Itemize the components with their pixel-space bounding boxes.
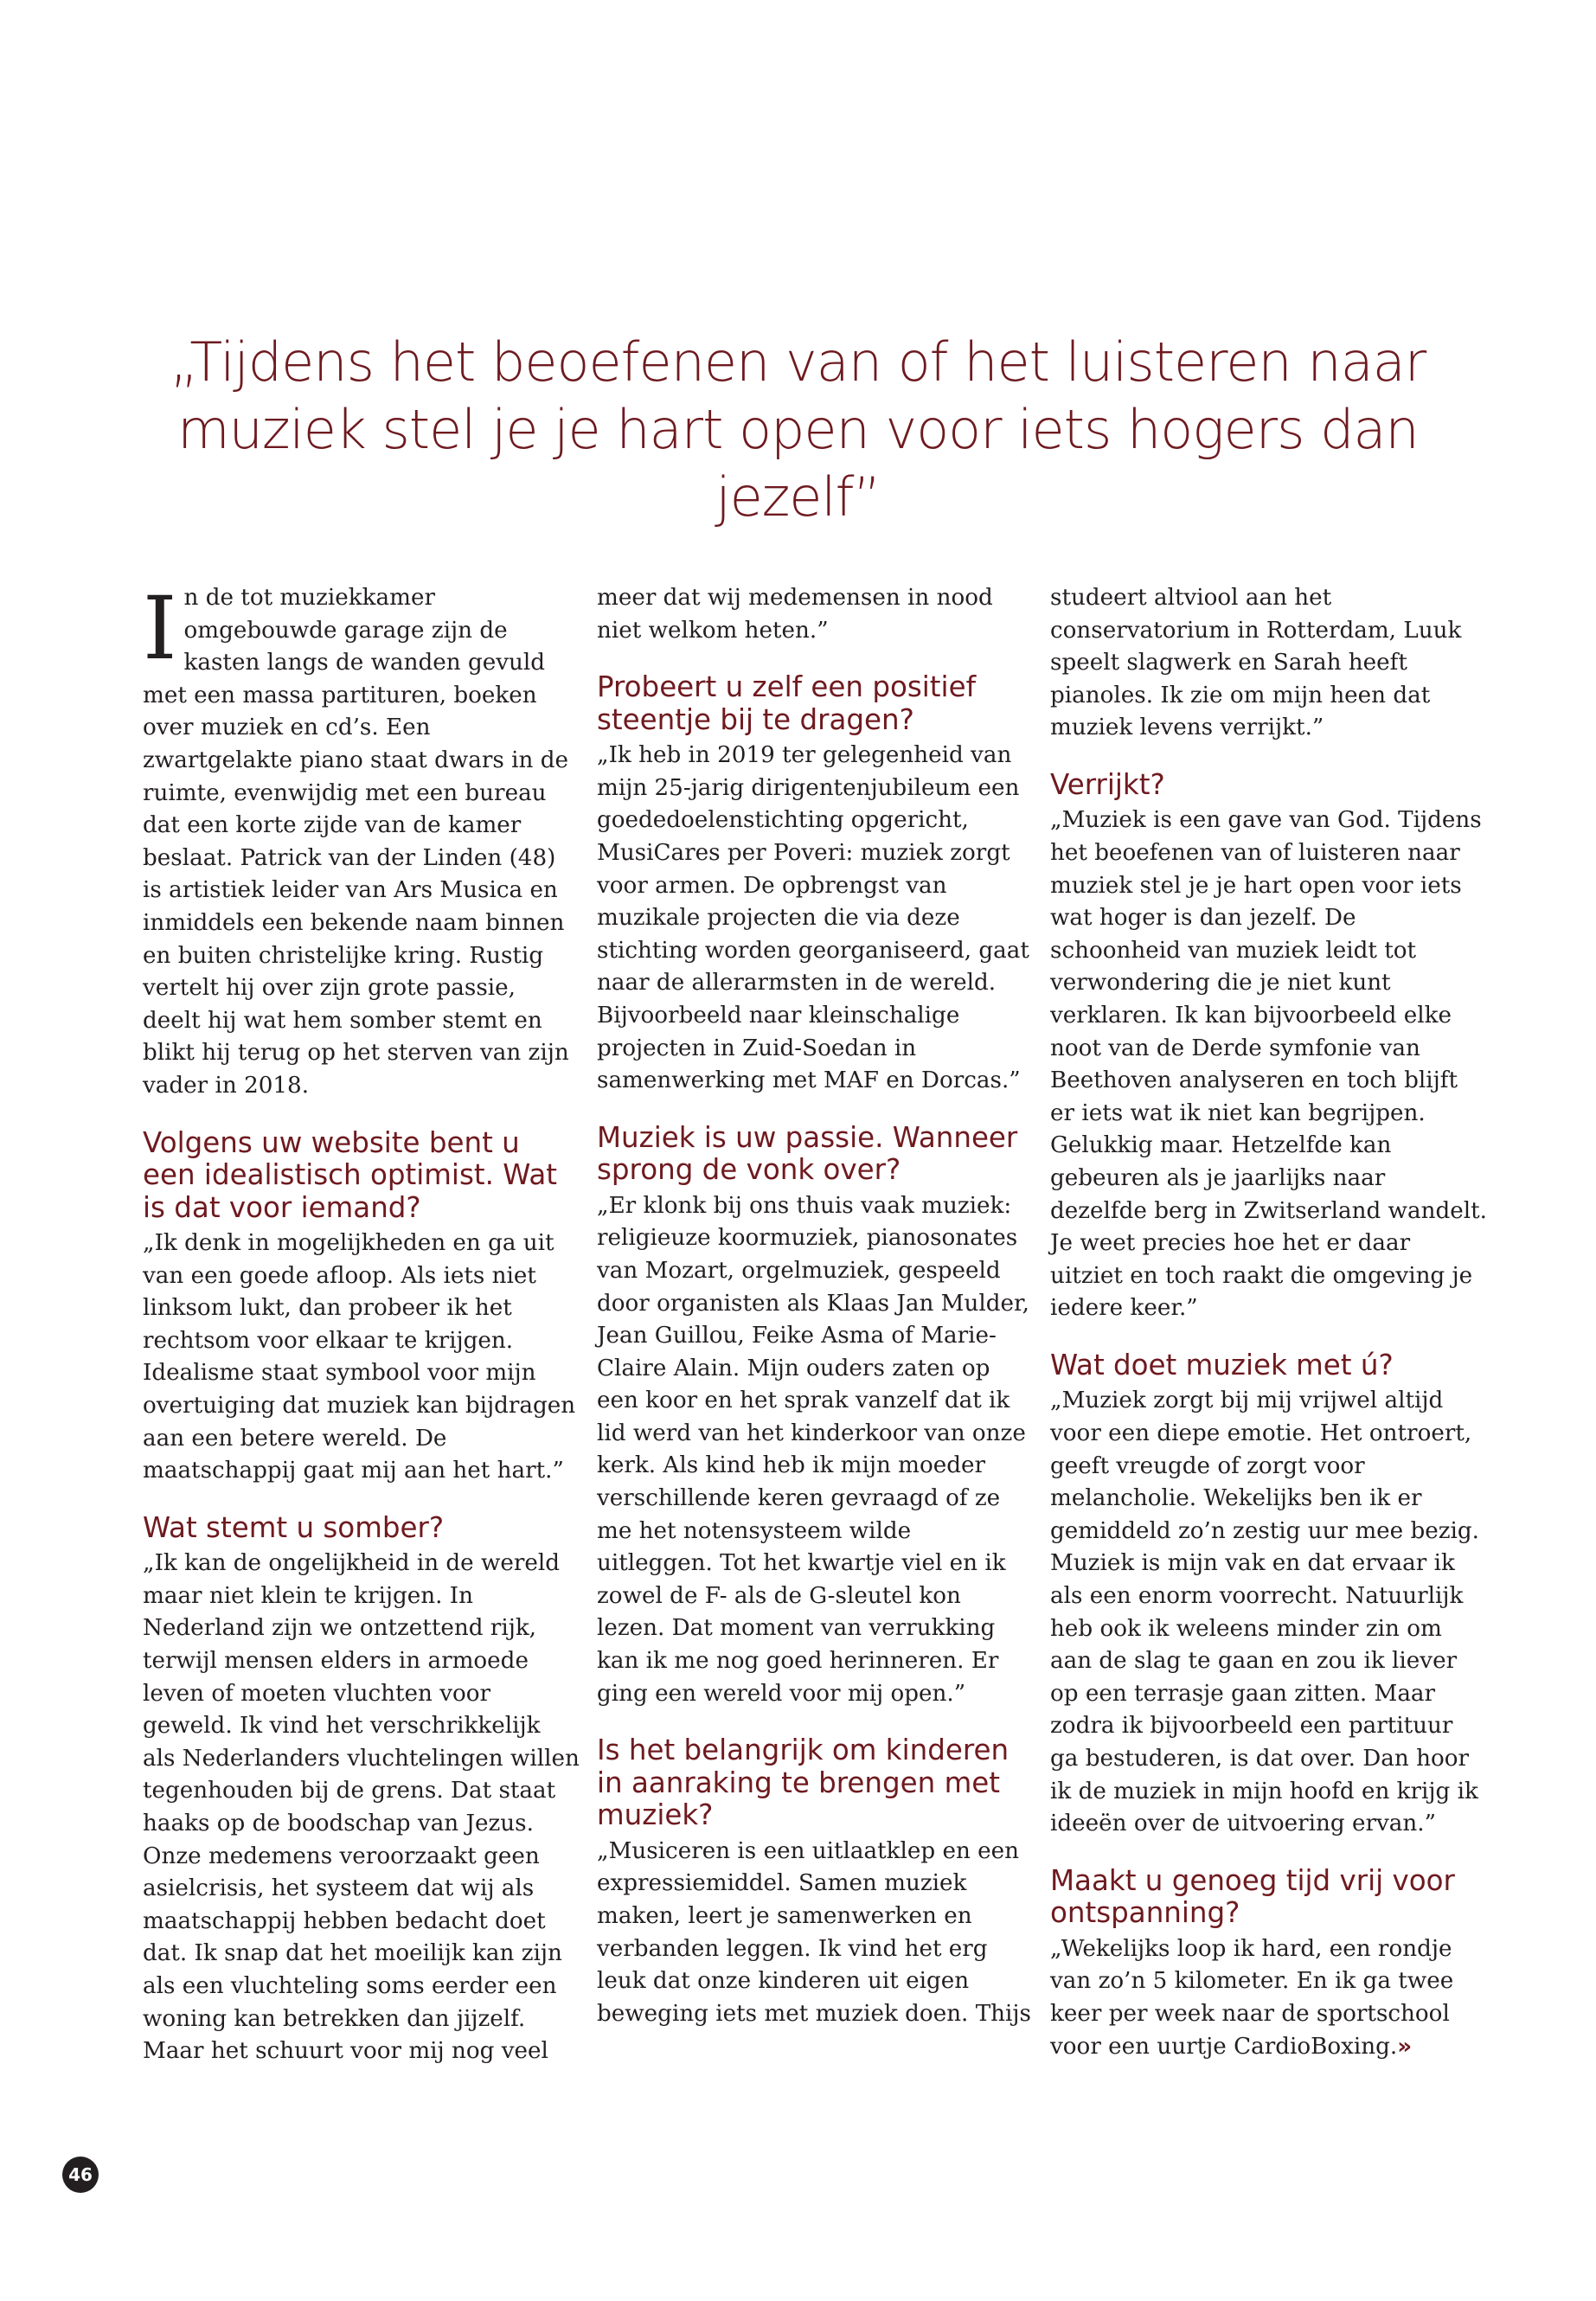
question-heading: Maakt u genoeg tijd vrij voor ontspanning? [1050, 1863, 1455, 1930]
question-heading: Volgens uw website bent u een idealistisch optimist. Wat is dat voor iemand? [143, 1125, 558, 1224]
pull-quote [130, 329, 1466, 531]
question-heading: Wat doet muziek met ú? [1050, 1348, 1394, 1381]
pull-quote-line-1: „Tijdens het beoefenen van of het luisteren naar [170, 330, 1426, 394]
article-column-2 [597, 582, 1034, 2030]
page-number: 46 [62, 2157, 99, 2193]
question-heading: Wat stemt u somber? [143, 1510, 445, 1544]
answer-paragraph: „Musiceren is een uitlaatklep en een expressiemiddel. Samen muziek maken, leert je samenwerken en verbanden leggen. Ik vind het erg leuk dat onze kinderen uit eigen beweging iets met muziek doen. Thijs [597, 1837, 1031, 2027]
article-column-3 [1050, 582, 1487, 2063]
answer-paragraph: studeert altviool aan het conservatorium in Rotterdam, Luuk speelt slagwerk en Sarah heeft pianoles. Ik zie om mijn heen dat muziek levens verrijkt.” [1050, 585, 1462, 741]
answer-paragraph [1050, 1933, 1487, 2063]
article-column-1 [143, 578, 580, 2068]
question-heading: Muziek is uw passie. Wanneer sprong de vonk over? [597, 1120, 1018, 1187]
intro-paragraph [143, 578, 580, 1103]
answer-paragraph: „Muziek is een gave van God. Tijdens het beoefenen van of luisteren naar muziek stel je je hart open voor iets wat hoger is dan jezelf. De schoonheid van muziek leidt tot verwondering die je niet kunt verklaren. Ik kan bijvoorbeeld elke noot van de Derde symfonie van Beethoven analyseren en toch blijft er iets wat ik niet kan begrijpen. Gelukkig maar. Hetzelfde kan gebeuren als je jaarlijks naar dezelfde berg in Zwitserland wandelt. Je weet precies hoe het er daar uitziet en toch raakt die omgeving je iedere keer.” [1050, 807, 1487, 1322]
drop-cap: I [143, 578, 177, 679]
question-heading: Verrijkt? [1050, 767, 1165, 801]
end-of-article-icon: » [1397, 2033, 1413, 2060]
intro-text: n de tot muziekkamer omgebouwde garage zijn de kasten langs de wanden gevuld met een massa partituren, boeken over muziek en cd’s. Een zwartgelakte piano staat dwars in de ruimte, evenwijdig met een bureau dat een korte zijde van de kamer beslaat. Patrick van der Linden (48) is artistiek leider van Ars Musica en inmiddels een bekende naam binnen en buiten christelijke kring. Rustig vertelt hij over zijn grote passie, deelt hij wat hem somber stemt en blikt hij terug op het sterven van zijn vader in 2018. [143, 585, 569, 1099]
answer-paragraph: „Muziek zorgt bij mij vrijwel altijd voor een diepe emotie. Het ontroert, geeft vreugde of zorgt voor melancholie. Wekelijks ben ik er gemiddeld zo’n zestig uur mee bezig. Muziek is mijn vak en dat ervaar ik als een enorm voorrecht. Natuurlijk heb ook ik weleens minder zin om aan de slag te gaan en zou ik liever op een terrasje gaan zitten. Maar zodra ik bijvoorbeeld een partituur ga bestuderen, is dat over. Dan hoor ik de muziek in mijn hoofd en krijg ik ideeën over de uitvoering ervan.” [1050, 1388, 1480, 1837]
final-answer-text: „Wekelijks loop ik hard, een rondje van zo’n 5 kilometer. En ik ga twee keer per week naar de sportschool voor een uurtje CardioBoxing. [1050, 1935, 1454, 2060]
question-heading: Is het belangrijk om kinderen in aanraking te brengen met muziek? [597, 1734, 1010, 1832]
answer-paragraph: „Ik kan de ongelijkheid in de wereld maar niet klein te krijgen. In Nederland zijn we ontzettend rijk, terwijl mensen elders in armoede leven of moeten vluchten voor geweld. Ik vind het verschrikkelijk als Nederlanders vluchtelingen willen tegenhouden bij de grens. Dat staat haaks op de boodschap van Jezus. Onze medemens veroorzaakt geen asielcrisis, het systeem dat wij als maatschappij hebben bedacht doet dat. Ik snap dat het moeilijk kan zijn als een vluchteling soms eerder een woning kan betrekken dan jijzelf. Maar het schuurt voor mij nog veel [143, 1550, 580, 2065]
answer-paragraph: „Ik heb in 2019 ter gelegenheid van mijn 25-jarig dirigentenjubileum een goededoelenstichting opgericht, MusiCares per Poveri: muziek zorgt voor armen. De opbrengst van muzikale projecten die via deze stichting worden georganiseerd, gaat naar de allerarmsten in de wereld. Bijvoorbeeld naar kleinschalige projecten in Zuid-Soedan in samenwerking met MAF en Dorcas.” [597, 742, 1029, 1094]
answer-paragraph: meer dat wij medemensen in nood niet welkom heten.” [597, 585, 993, 644]
answer-paragraph: „Er klonk bij ons thuis vaak muziek: religieuze koormuziek, pianosonates van Mozart, orgelmuziek, gespeeld door organisten als Klaas Jan Mulder, Jean Guillou, Feike Asma of Marie-Claire Alain. Mijn ouders zaten op een koor en het sprak vanzelf dat ik lid werd van het kinderkoor van onze kerk. Als kind heb ik mijn moeder verschillende keren gevraagd of ze me het notensysteem wilde uitleggen. Tot het kwartje viel en ik zowel de F- als de G-sleutel kon lezen. Dat moment van verrukking kan ik me nog goed herinneren. Er ging een wereld voor mij open.” [597, 1192, 1029, 1707]
pull-quote-line-2: muziek stel je je hart open voor iets hogers dan jezelf” [177, 398, 1419, 529]
answer-paragraph: „Ik denk in mogelijkheden en ga uit van een goede afloop. Als iets niet linksom lukt, dan probeer ik het rechtsom voor elkaar te krijgen. Idealisme staat symbool voor mijn overtuiging dat muziek kan bijdragen aan een betere wereld. De maatschappij gaat mij aan het hart.” [143, 1230, 576, 1484]
question-heading: Probeert u zelf een positief steentje bij te dragen? [597, 670, 977, 736]
